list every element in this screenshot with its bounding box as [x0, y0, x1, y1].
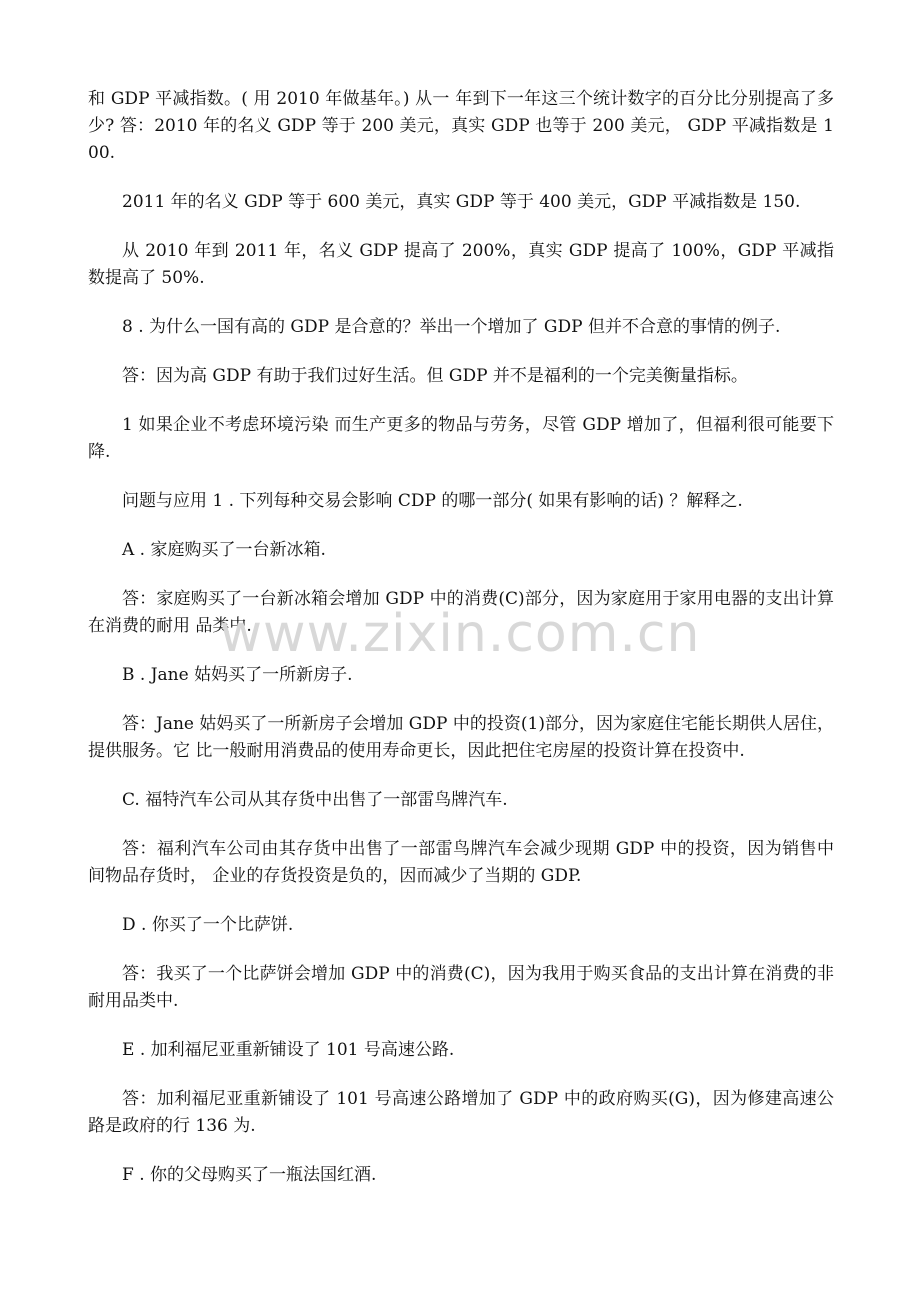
answer-d: 答：我买了一个比萨饼会增加 GDP 中的消费(C)，因为我用于购买食品的支出计算在消费的非耐用品类中.: [88, 964, 834, 1011]
answer-a: 答：家庭购买了一台新冰箱会增加 GDP 中的消费(C)部分，因为家庭用于家用电器的支出计算在消费的耐用 品类中.: [88, 589, 834, 636]
item-b: B . Jane 姑妈买了一所新房子.: [122, 665, 353, 685]
answer-b: 答：Jane 姑妈买了一所新房子会增加 GDP 中的投资(1)部分，因为家庭住宅能长期供人居住，提供服务。它 比一般耐用消费品的使用寿命更长，因此把住宅房屋的投资计算在投资中.: [88, 714, 834, 761]
item-a: A . 家庭购买了一台新冰箱.: [122, 540, 326, 560]
question-8: 8 . 为什么一国有高的 GDP 是合意的？举出一个增加了 GDP 但并不合意的事情的例子.: [122, 317, 781, 337]
problems-heading: 问题与应用 1 . 下列每种交易会影响 CDP 的哪一部分( 如果有影响的话) ？解释之.: [122, 491, 743, 511]
answer-8-example: 1 如果企业不考虑环境污染 而生产更多的物品与劳务，尽管 GDP 增加了，但福利很可能要下降.: [88, 415, 834, 462]
answer-c: 答：福利汽车公司由其存货中出售了一部雷鸟牌汽车会减少现期 GDP 中的投资，因为销售中间物品存货时， 企业的存货投资是负的，因而减少了当期的 GDP.: [88, 839, 834, 886]
item-d: D . 你买了一个比萨饼.: [122, 915, 294, 935]
paragraph-percent-change: 从 2010 年到 2011 年，名义 GDP 提高了 200%，真实 GDP 提高了 100%，GDP 平减指数提高了 50%.: [88, 241, 834, 288]
item-e: E . 加利福尼亚重新铺设了 101 号高速公路.: [122, 1040, 455, 1060]
paragraph-2011-values: 2011 年的名义 GDP 等于 600 美元，真实 GDP 等于 400 美元，GDP 平减指数是 150.: [122, 192, 801, 212]
paragraph-gdp-deflator-answer: 和 GDP 平减指数。( 用 2010 年做基年。) 从一 年到下一年这三个统计数字的百分比分别提高了多少? 答：2010 年的名义 GDP 等于 200 美元，真实 GDP 也等于 200 美元， GDP 平减指数是 100.: [88, 89, 834, 163]
answer-e: 答：加利福尼亚重新铺设了 101 号高速公路增加了 GDP 中的政府购买(G)，因为修建高速公路是政府的行 136 为.: [88, 1089, 834, 1136]
answer-8: 答：因为高 GDP 有助于我们过好生活。但 GDP 并不是福利的一个完美衡量指标。: [122, 366, 748, 386]
document-body: [88, 86, 834, 1211]
item-f: F . 你的父母购买了一瓶法国红酒.: [122, 1165, 377, 1185]
item-c: C. 福特汽车公司从其存货中出售了一部雷鸟牌汽车.: [122, 790, 508, 810]
watermark-text: www.zixin.com.cn: [219, 604, 701, 664]
